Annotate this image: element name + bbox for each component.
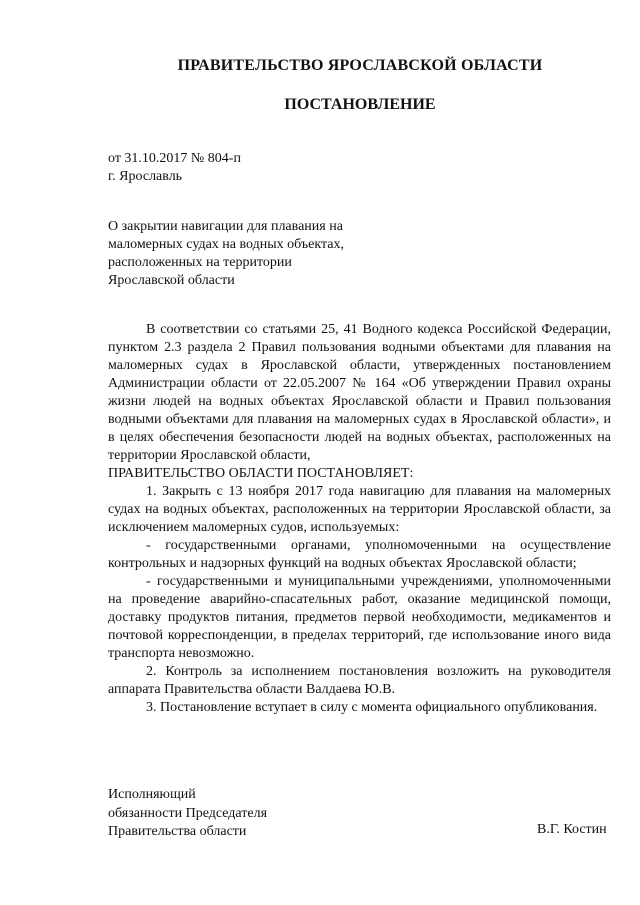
document-type-title: ПОСТАНОВЛЕНИЕ xyxy=(284,96,436,113)
document-meta xyxy=(108,150,241,186)
item-2-paragraph: 2. Контроль за исполнением постановления возложить на руководителя аппарата Правительства области Валдаева Ю.В. xyxy=(108,664,611,697)
date-number: от 31.10.2017 № 804-п xyxy=(108,151,241,166)
item-3-paragraph: 3. Постановление вступает в силу с момента официального опубликования. xyxy=(146,700,598,715)
signatory-name: В.Г. Костин xyxy=(537,822,607,837)
signature-line-3: Правительства области xyxy=(108,824,247,839)
city: г. Ярославль xyxy=(108,169,183,184)
item-1b-paragraph: - государственными и муниципальными учреждениями, уполномоченными на проведение аварийно-спасательных работ, оказание медицинской помощи, доставку продуктов питания, предметов первой необходимости, медикаментов и почтовой корреспонденции, в пределах территорий, где использование иного вида транспорта невозможно. xyxy=(108,574,611,661)
document-body xyxy=(108,321,611,717)
signature-line-1: Исполняющий xyxy=(108,787,196,802)
organization-title: ПРАВИТЕЛЬСТВО ЯРОСЛАВСКОЙ ОБЛАСТИ xyxy=(177,57,543,74)
item-1a-paragraph: - государственными органами, уполномоченными на осуществление контрольных и надзорных функций на водных объектах Ярославской области; xyxy=(108,538,611,571)
decree-line: ПРАВИТЕЛЬСТВО ОБЛАСТИ ПОСТАНОВЛЯЕТ: xyxy=(108,466,414,481)
document-subject: О закрытии навигации для плавания на маломерных судах на водных объектах, расположенных на территории Ярославской области xyxy=(108,219,344,288)
preamble-paragraph: В соответствии со статьями 25, 41 Водного кодекса Российской Федерации, пунктом 2.3 раздела 2 Правил пользования водными объектами для плавания на маломерных судах в Ярославской области, утвержденных постановлением Администрации области от 22.05.2007 № 164 «Об утверждении Правил охраны жизни людей на водных объектах Ярославской области и Правил пользования водными объектами для плавания на маломерных судах в Ярославской области», и в целях обеспечения безопасности людей на водных объектах, расположенных на территории Ярославской области, xyxy=(108,322,611,463)
signature-position xyxy=(108,786,267,842)
item-1-paragraph: 1. Закрыть с 13 ноября 2017 года навигацию для плавания на маломерных судах на водных объектах, расположенных на территории Ярославской области, за исключением маломерных судов, используемых: xyxy=(108,484,611,535)
signature-line-2: обязанности Председателя xyxy=(108,805,268,821)
